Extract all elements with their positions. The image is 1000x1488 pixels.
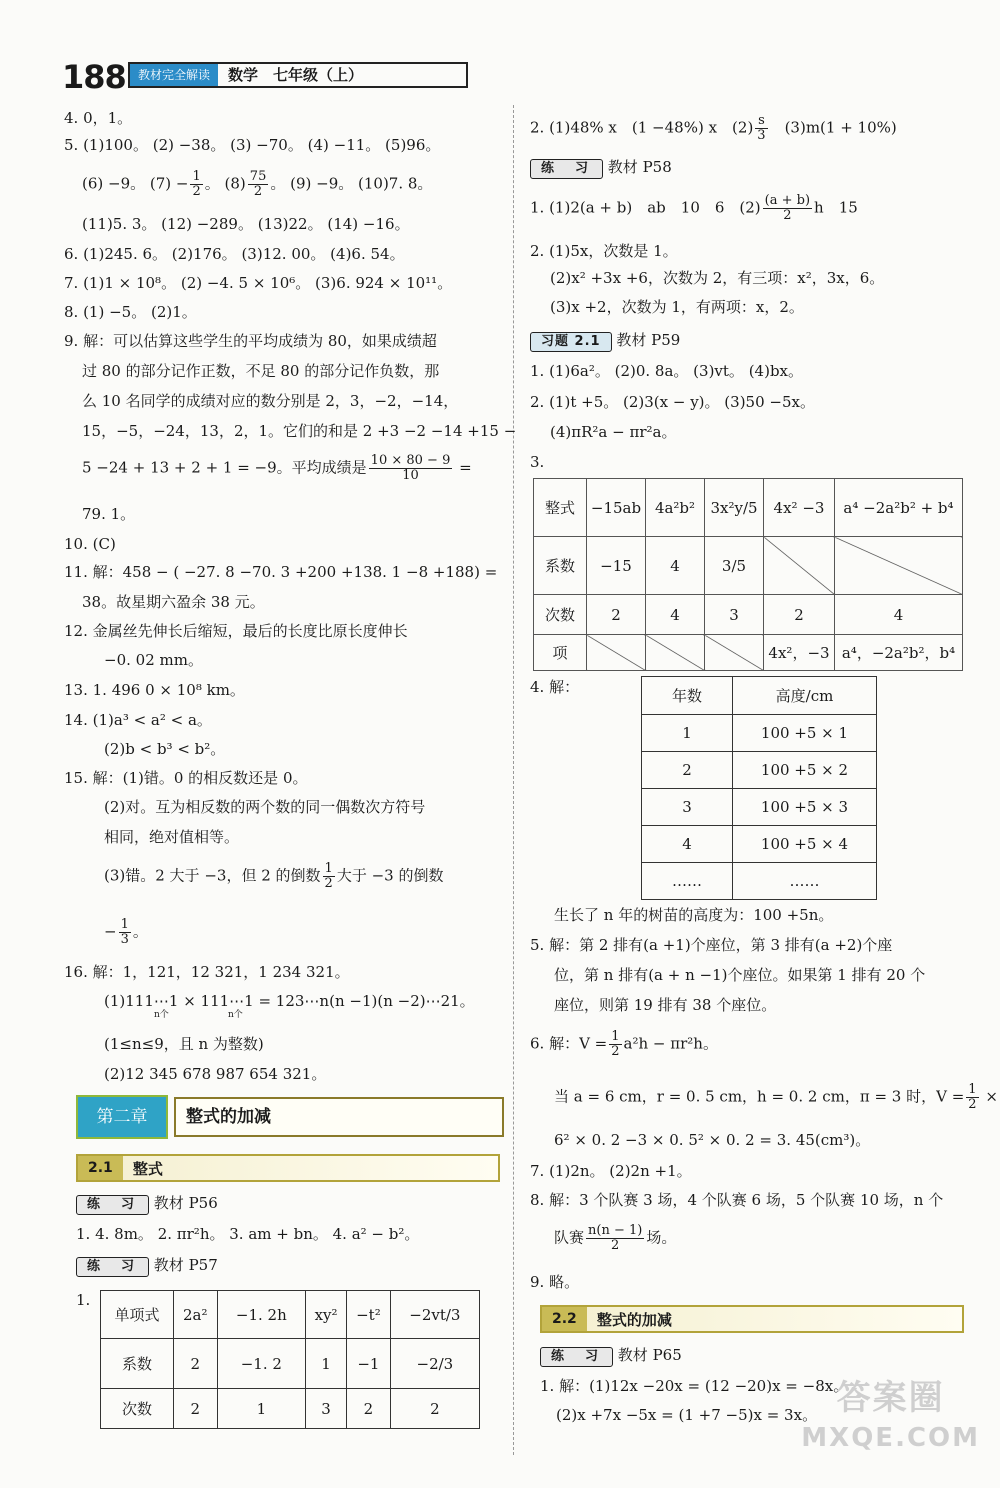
column-divider xyxy=(513,105,514,1455)
answer-p58-2-line-3: (3)x +2，次数为 1，有两项：x，2。 xyxy=(550,298,804,316)
answer-p65-1-line-1: 1. 解：(1)12x −20x = (12 −20)x = −8x。 xyxy=(540,1377,849,1395)
table-cell: −t² xyxy=(347,1291,391,1339)
table-cell: 100 +5 × 1 xyxy=(733,715,877,752)
empty-slashed-cell xyxy=(835,537,963,595)
empty-slashed-cell xyxy=(646,635,705,671)
exercise-p58-header xyxy=(530,157,672,179)
answer-12-line-2: −0. 02 mm。 xyxy=(104,651,203,669)
answer-p59-8-line-1: 8. 解：3 个队赛 3 场，4 个队赛 6 场，5 个队赛 10 场，n 个 xyxy=(530,1191,944,1209)
answer-14-line-2: (2)b < b³ < b²。 xyxy=(104,740,226,758)
table-header: 高度/cm xyxy=(733,677,877,715)
empty-slashed-cell xyxy=(587,635,646,671)
section-2-1-banner xyxy=(76,1154,500,1182)
table-cell: 100 +5 × 2 xyxy=(733,752,877,789)
answer-15-line-5: − $\frac{1}{3}$ 。 xyxy=(104,917,148,947)
answer-9-line-6: 79. 1。 xyxy=(82,505,136,523)
answer-p59-4-label: 4. 解： xyxy=(530,678,580,696)
table-cell: 4 xyxy=(642,826,733,863)
answer-5-line-3: (11)5. 3。 (12) −289。 (13)22。 (14) −16。 xyxy=(82,215,410,233)
table-cell: 单项式 xyxy=(101,1291,174,1339)
answer-9-line-3: 么 10 名同学的成绩对应的数分别是 2，3，−2，−14， xyxy=(82,392,459,410)
answer-9-line-4: 15，−5，−24，13，2，1。它们的和是 2 +3 −2 −14 +15 − xyxy=(82,422,517,440)
answer-15-line-2: (2)对。互为相反数的两个数的同一偶数次方符号 xyxy=(104,798,426,816)
answer-9-line-1: 9. 解：可以估算这些学生的平均成绩为 80，如果成绩超 xyxy=(64,332,437,350)
exercise-p56-header xyxy=(76,1193,218,1215)
answer-p59-6-line-3: 6² × 0. 2 −3 × 0. 5² × 0. 2 = 3. 45(cm³)。 xyxy=(554,1131,871,1149)
table-cell: 系数 xyxy=(534,537,587,595)
answer-p58-2-line-1: 2. (1)5x，次数是 1。 xyxy=(530,242,678,260)
answer-p59-6-line-1: 6. 解：V = $\frac{1}{2}$ a²h − πr²h。 xyxy=(530,1029,718,1059)
site-watermark xyxy=(801,1378,980,1458)
answer-6: 6. (1)245. 6。 (2)176。 (3)12. 00。 (4)6. 54。 xyxy=(64,245,405,263)
answer-p65-1-line-2: (2)x +7x −5x = (1 +7 −5)x = 3x。 xyxy=(556,1406,818,1424)
table-row xyxy=(642,863,877,900)
table-cell: 1 xyxy=(217,1389,306,1429)
table-cell: 100 +5 × 4 xyxy=(733,826,877,863)
exercise-p65-header xyxy=(540,1345,682,1367)
table-cell: 3 xyxy=(642,789,733,826)
textbook-ref: 教材 P65 xyxy=(617,1346,682,1364)
section-2-2-banner xyxy=(540,1305,964,1333)
answer-11-line-2: 38。故星期六盈余 38 元。 xyxy=(82,593,265,611)
table-cell: 4a²b² xyxy=(646,479,705,537)
answer-11-line-1: 11. 解：458 − ( −27. 8 −70. 3 +200 +138. 1 −8 +188) = xyxy=(64,563,498,581)
answer-8: 8. (1) −5。 (2)1。 xyxy=(64,303,197,321)
empty-slashed-cell xyxy=(764,537,835,595)
textbook-ref: 教材 P57 xyxy=(153,1256,218,1274)
table-cell: 4x²，−3 xyxy=(764,635,835,671)
exercise-tag: 练 习 xyxy=(530,159,603,179)
table-cell: 2a² xyxy=(174,1291,218,1339)
answer-p59-9: 9. 略。 xyxy=(530,1273,580,1291)
table-cell: 3 xyxy=(705,595,764,635)
answer-13: 13. 1. 496 0 × 10⁸ km。 xyxy=(64,681,245,699)
answer-4: 4. 0，1。 xyxy=(64,109,133,127)
table-cell: 3x²y/5 xyxy=(705,479,764,537)
table-cell: a⁴ −2a²b² + b⁴ xyxy=(835,479,963,537)
table-cell: 系数 xyxy=(101,1339,174,1389)
table-row xyxy=(534,595,963,635)
answer-p59-2-line-1: 2. (1)t +5。 (2)3(x − y)。 (3)50 −5x。 xyxy=(530,393,815,411)
answer-9-line-2: 过 80 的部分记作正数，不足 80 的部分记作负数，那 xyxy=(82,362,440,380)
answer-p59-3-number: 3. xyxy=(530,453,545,471)
textbook-ref: 教材 P58 xyxy=(607,158,672,176)
answer-p59-2-line-2: (4)πR²a − πr²a。 xyxy=(550,423,677,441)
table-cell: 4x² −3 xyxy=(764,479,835,537)
answer-15-line-4: (3)错。2 大于 −3，但 2 的倒数 $\frac{1}{2}$ 大于 −3 的倒数 xyxy=(104,861,444,891)
table-row xyxy=(642,715,877,752)
table-cell: −1 xyxy=(347,1339,391,1389)
answer-16-subscript-2: n个 xyxy=(228,1010,243,1020)
answer-9-line-5: 5 −24 + 13 + 2 + 1 = −9。平均成绩是 $\frac{10 \times 80 - 9}{10}$ = xyxy=(82,453,472,483)
answer-p59-5-line-3: 座位，则第 19 排有 38 个座位。 xyxy=(554,996,777,1014)
answer-12-line-1: 12. 金属丝先伸长后缩短，最后的长度比原长度伸长 xyxy=(64,622,408,640)
table-cell: 3/5 xyxy=(705,537,764,595)
header-title-box xyxy=(128,62,468,88)
table-cell: 2 xyxy=(390,1389,479,1429)
answer-p59-1: 1. (1)6a²。 (2)0. 8a。 (3)vt。 (4)bx。 xyxy=(530,362,804,380)
answer-p59-8-line-2: 队赛 $\frac{n(n - 1)}{2}$ 场。 xyxy=(554,1223,677,1253)
table-row xyxy=(642,752,877,789)
table-cell: 次数 xyxy=(101,1389,174,1429)
answer-16-line-1: 16. 解：1，121，12 321，1 234 321。 xyxy=(64,963,350,981)
table-cell: 项 xyxy=(534,635,587,671)
homework-tag: 习题 2.1 xyxy=(530,332,612,352)
exercise-p57-header xyxy=(76,1255,218,1277)
exercise-p59-header xyxy=(530,330,680,352)
table-row xyxy=(642,826,877,863)
table-cell: −15ab xyxy=(587,479,646,537)
answer-p59-5-line-1: 5. 解：第 2 排有(a +1)个座位，第 3 排有(a +2)个座 xyxy=(530,936,893,954)
answer-p58-1: 1. (1)2(a + b) ab 10 6 (2) $\frac{(a + b)}{2}$ h 15 xyxy=(530,193,858,223)
table-cell: 100 +5 × 3 xyxy=(733,789,877,826)
table-cell: 1 xyxy=(642,715,733,752)
polynomial-table xyxy=(533,478,963,671)
table-row xyxy=(642,789,877,826)
chapter-title: 整式的加减 xyxy=(174,1097,504,1137)
watermark-logo-text: 答案圈 xyxy=(836,1378,945,1418)
table-cell: −2vt/3 xyxy=(390,1291,479,1339)
table-header: 年数 xyxy=(642,677,733,715)
table-cell: −15 xyxy=(587,537,646,595)
table-cell: 2 xyxy=(347,1389,391,1429)
exercise-p56-answers: 1. 4. 8m。 2. πr²h。 3. am + bn。 4. a² − b²。 xyxy=(76,1225,420,1243)
answer-15-line-3: 相同，绝对值相等。 xyxy=(104,828,240,846)
chapter-banner xyxy=(76,1095,504,1139)
table-cell: 2 xyxy=(642,752,733,789)
table-cell: 2 xyxy=(174,1389,218,1429)
answer-16-line-2: (1)111⋯1 × 111⋯1 = 123⋯n(n −1)(n −2)⋯21。 xyxy=(104,992,475,1010)
table-cell: 2 xyxy=(764,595,835,635)
table-cell: 次数 xyxy=(534,595,587,635)
answer-p59-7: 7. (1)2n。 (2)2n +1。 xyxy=(530,1162,692,1180)
chapter-label: 第二章 xyxy=(76,1095,168,1139)
table-row xyxy=(101,1339,480,1389)
exercise-p57-number: 1. xyxy=(76,1291,91,1309)
answer-5-line-2: (6) −9。 (7) − $\frac{1}{2}$ 。 (8) $\frac{75}{2}$ 。 (9) −9。 (10)7. 8。 xyxy=(82,169,433,199)
section-number: 2.1 xyxy=(78,1156,123,1180)
table-cell: 3 xyxy=(306,1389,347,1429)
table-cell: …… xyxy=(733,863,877,900)
answer-15-line-1: 15. 解：(1)错。0 的相反数还是 0。 xyxy=(64,769,308,787)
exercise-tag: 练 习 xyxy=(76,1195,149,1215)
table-cell: 2 xyxy=(174,1339,218,1389)
table-row xyxy=(534,479,963,537)
answer-p59-6-line-2: 当 a = 6 cm，r = 0. 5 cm，h = 0. 2 cm，π = 3 时，V = $\frac{1}{2}$ × xyxy=(554,1082,998,1112)
table-row xyxy=(534,635,963,671)
page-number: 188 xyxy=(62,58,126,96)
monomial-table xyxy=(100,1290,480,1429)
answer-p58-2-line-2: (2)x² +3x +6，次数为 2，有三项：x²，3x，6。 xyxy=(550,269,885,287)
answer-16-subscript-1: n个 xyxy=(154,1010,169,1020)
exercise-tag: 练 习 xyxy=(540,1347,613,1367)
table-cell: −2/3 xyxy=(390,1339,479,1389)
subject-title: 数学 七年级（上） xyxy=(228,66,364,84)
section-number: 2.2 xyxy=(542,1307,587,1331)
textbook-ref: 教材 P59 xyxy=(616,331,681,349)
table-cell: −1. 2 xyxy=(217,1339,306,1389)
answer-7: 7. (1)1 × 10⁸。 (2) −4. 5 × 10⁶。 (3)6. 924 × 10¹¹。 xyxy=(64,274,453,292)
table-cell: 4 xyxy=(835,595,963,635)
table-row xyxy=(101,1291,480,1339)
answer-14-line-1: 14. (1)a³ < a² < a。 xyxy=(64,711,212,729)
series-name: 教材完全解读 xyxy=(130,64,218,86)
answer-p59-5-line-2: 位，第 n 排有(a + n −1)个座位。如果第 1 排有 20 个 xyxy=(554,966,926,984)
answer-p59-4-conclusion: 生长了 n 年的树苗的高度为：100 +5n。 xyxy=(554,906,834,924)
empty-slashed-cell xyxy=(705,635,764,671)
answer-10: 10. (C) xyxy=(64,535,116,553)
table-row xyxy=(101,1389,480,1429)
table-cell: 1 xyxy=(306,1339,347,1389)
table-cell: 4 xyxy=(646,537,705,595)
answer-5-line-1: 5. (1)100。 (2) −38。 (3) −70。 (4) −11。 (5)96。 xyxy=(64,136,441,154)
table-header-row xyxy=(642,677,877,715)
table-cell: 4 xyxy=(646,595,705,635)
answer-r2: 2. (1)48% x (1 −48%) x (2) $\frac{s}{3}$ (3)m(1 + 10%) xyxy=(530,113,897,143)
answer-16-line-4: (2)12 345 678 987 654 321。 xyxy=(104,1065,327,1083)
textbook-ref: 教材 P56 xyxy=(153,1194,218,1212)
table-cell: 整式 xyxy=(534,479,587,537)
table-cell: …… xyxy=(642,863,733,900)
exercise-tag: 练 习 xyxy=(76,1257,149,1277)
answer-16-line-3: (1≤n≤9，且 n 为整数) xyxy=(104,1035,264,1053)
table-cell: xy² xyxy=(306,1291,347,1339)
table-row xyxy=(534,537,963,595)
table-cell: a⁴，−2a²b²，b⁴ xyxy=(835,635,963,671)
section-title: 整式的加减 xyxy=(596,1310,672,1329)
tree-height-table xyxy=(641,676,877,900)
section-title: 整式 xyxy=(132,1159,163,1178)
table-cell: 2 xyxy=(587,595,646,635)
table-cell: −1. 2h xyxy=(217,1291,306,1339)
watermark-url: MXQE.COM xyxy=(801,1423,980,1453)
